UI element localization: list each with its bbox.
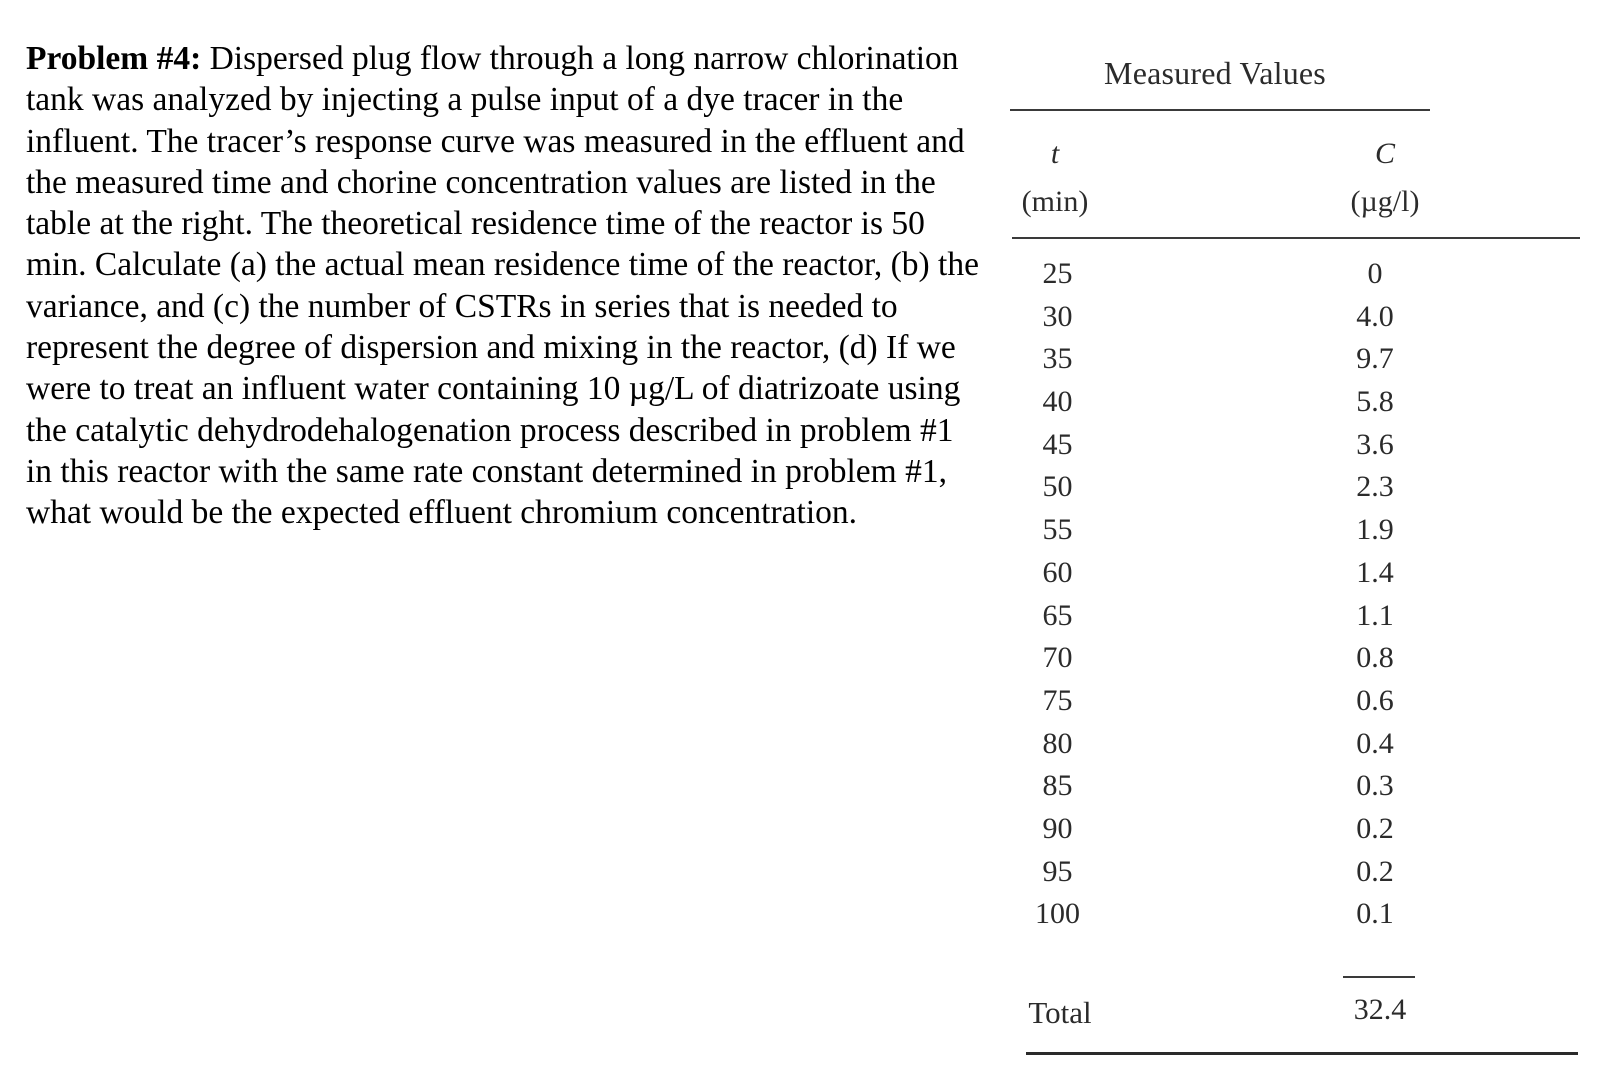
time-cell: 35 — [1042, 342, 1073, 376]
time-cell: 50 — [1042, 470, 1073, 504]
concentration-cell: 0.6 — [1356, 683, 1394, 717]
time-cell: 95 — [1042, 854, 1073, 888]
concentration-cell: 0.2 — [1356, 854, 1394, 888]
concentration-cell: 1.9 — [1356, 513, 1394, 547]
time-cell: 55 — [1042, 513, 1073, 547]
time-cell: 70 — [1042, 641, 1073, 675]
time-unit: (min) — [1021, 185, 1089, 218]
time-symbol: t — [1050, 137, 1060, 170]
time-cell: 90 — [1042, 811, 1073, 845]
problem-statement — [26, 38, 986, 534]
time-column-header — [990, 137, 1120, 219]
concentration-cell: 0.2 — [1356, 811, 1394, 845]
time-column — [1010, 253, 1105, 936]
time-cell: 75 — [1042, 683, 1073, 717]
concentration-column-header — [1320, 137, 1450, 219]
problem-heading: Problem #4: — [26, 40, 202, 77]
concentration-cell: 4.0 — [1356, 299, 1394, 333]
concentration-cell: 2.3 — [1356, 470, 1394, 504]
concentration-cell: 0.1 — [1356, 897, 1394, 931]
time-cell: 60 — [1042, 555, 1073, 589]
concentration-cell: 1.4 — [1356, 555, 1394, 589]
concentration-cell: 1.1 — [1356, 598, 1394, 632]
concentration-cell: 0.8 — [1356, 641, 1394, 675]
concentration-unit: (µg/l) — [1350, 185, 1420, 218]
sum-rule — [1343, 976, 1415, 978]
time-cell: 40 — [1042, 385, 1073, 419]
time-cell: 65 — [1042, 598, 1073, 632]
table-title: Measured Values — [1104, 55, 1326, 91]
concentration-cell: 0 — [1367, 257, 1383, 290]
total-value: 32.4 — [1353, 993, 1407, 1026]
measured-values-table — [1010, 40, 1590, 1070]
header-rule — [1012, 237, 1580, 239]
concentration-cell: 0.4 — [1356, 726, 1394, 760]
time-cell: 30 — [1042, 299, 1073, 333]
time-cell: 85 — [1042, 769, 1073, 803]
concentration-cell: 9.7 — [1356, 342, 1394, 376]
time-cell: 25 — [1042, 257, 1073, 290]
time-cell: 45 — [1042, 427, 1073, 461]
concentration-cell: 0.3 — [1356, 769, 1394, 803]
problem-body: Dispersed plug flow through a long narrow chlorination tank was analyzed by injecting a pulse input of a dye tracer in the influent. The tracer’s response curve was measured in the effluent and the measured time and chorine concentration values are listed in the table at the right. The theoretical residence time of the reactor is 50 min. Calculate (a) the actual mean residence time of the reactor, (b) the variance, and (c) the number of CSTRs in series that is needed to represent the degree of dispersion and mixing in the reactor, (d) If we were to treat an influent water containing 10 µg/L of diatrizoate using the catalytic dehydrodehalogenation process described in problem #1 in this reactor with the same rate constant determined in problem #1, what would be the expected effluent chromium concentration. — [26, 40, 979, 532]
concentration-cell: 5.8 — [1356, 385, 1394, 419]
concentration-column — [1340, 253, 1410, 936]
table-top-rule — [1010, 109, 1430, 111]
total-label: Total — [1028, 995, 1092, 1030]
concentration-cell: 3.6 — [1356, 427, 1394, 461]
concentration-symbol: C — [1374, 137, 1395, 170]
time-cell: 100 — [1035, 897, 1080, 931]
time-cell: 80 — [1042, 726, 1073, 760]
table-bottom-rule — [1026, 1052, 1578, 1055]
